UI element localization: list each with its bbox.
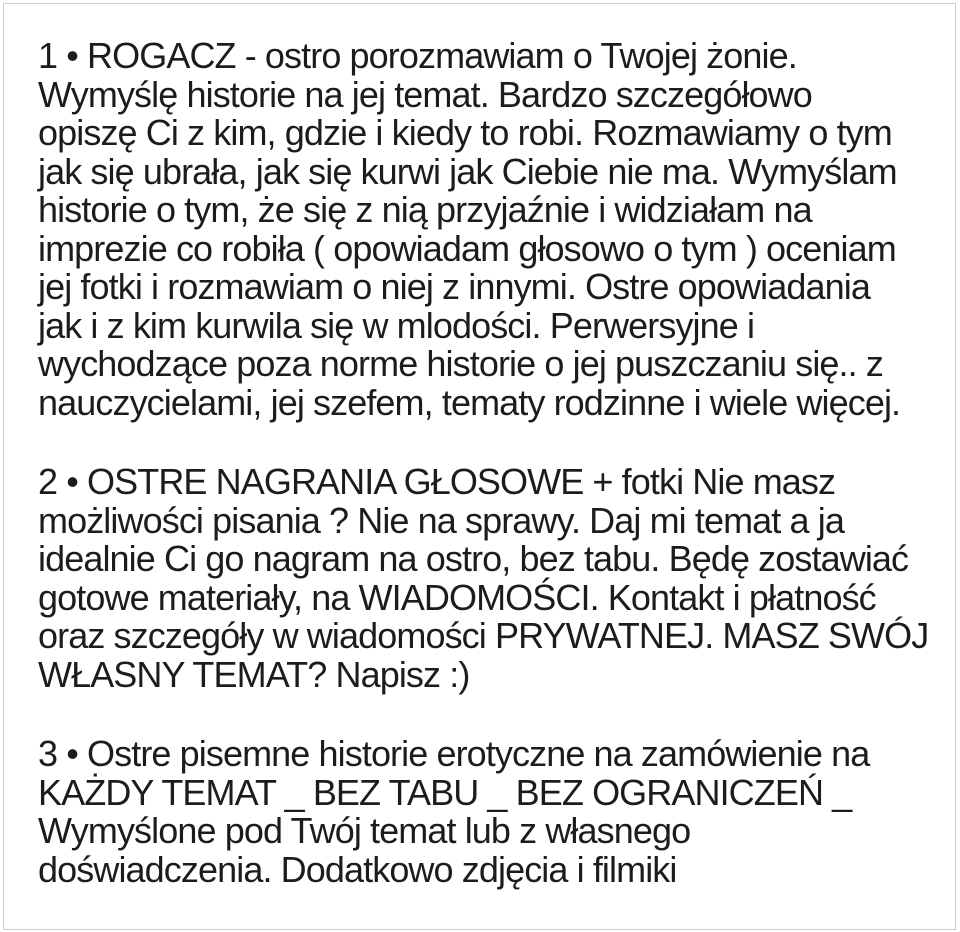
text-line: WŁASNY TEMAT? Napisz :): [38, 653, 470, 695]
text-line: 2 • OSTRE NAGRANIA GŁOSOWE + fotki Nie masz: [38, 461, 836, 502]
text-line: możliwości pisania ? Nie na sprawy. Daj mi temat a ja: [38, 499, 844, 541]
text-line: 3 • Ostre pisemne historie erotyczne na zamówienie na: [38, 733, 870, 774]
text-line: wychodzące poza norme historie o jej puszczaniu się.. z: [38, 343, 883, 384]
paragraph-item-2: [38, 463, 955, 694]
text-line: Wymyślę historie na jej temat. Bardzo szczegółowo: [38, 73, 812, 115]
text-line: jak się ubrała, jak się kurwi jak Ciebie nie ma. Wymyślam: [38, 150, 897, 192]
text-line: idealnie Ci go nagram na ostro, bez tabu. Będę zostawiać: [38, 538, 909, 579]
text-line: nauczycielami, jej szefem, tematy rodzinne i wiele więcej.: [38, 381, 901, 423]
text-line: jak i z kim kurwila się w mlodości. Perwersyjne i: [38, 304, 755, 346]
post-body: [4, 4, 955, 889]
text-line: Wymyślone pod Twój temat lub z własnego: [38, 810, 691, 851]
text-line: KAŻDY TEMAT _ BEZ TABU _ BEZ OGRANICZEŃ _: [38, 771, 852, 813]
text-line: oraz szczegóły w wiadomości PRYWATNEJ. MASZ SWÓJ: [38, 615, 929, 656]
text-line: opiszę Ci z kim, gdzie i kiedy to robi. Rozmawiamy o tym: [38, 112, 892, 153]
text-line: jej fotki i rozmawiam o niej z innymi. Ostre opowiadania: [38, 266, 870, 307]
text-line: gotowe materiały, na WIADOMOŚCI. Kontakt i płatność: [38, 576, 876, 618]
post-frame: [3, 3, 956, 930]
text-line: imprezie co robiła ( opowiadam głosowo o tym ) oceniam: [38, 227, 896, 269]
text-line: 1 • ROGACZ - ostro porozmawiam o Twojej żonie.: [38, 35, 797, 76]
text-line: doświadczenia. Dodatkowo zdjęcia i filmiki: [38, 848, 677, 890]
paragraph-item-1: [38, 37, 955, 422]
text-line: historie o tym, że się z nią przyjaźnie i widziałam na: [38, 189, 812, 230]
paragraph-item-3: [38, 735, 955, 889]
